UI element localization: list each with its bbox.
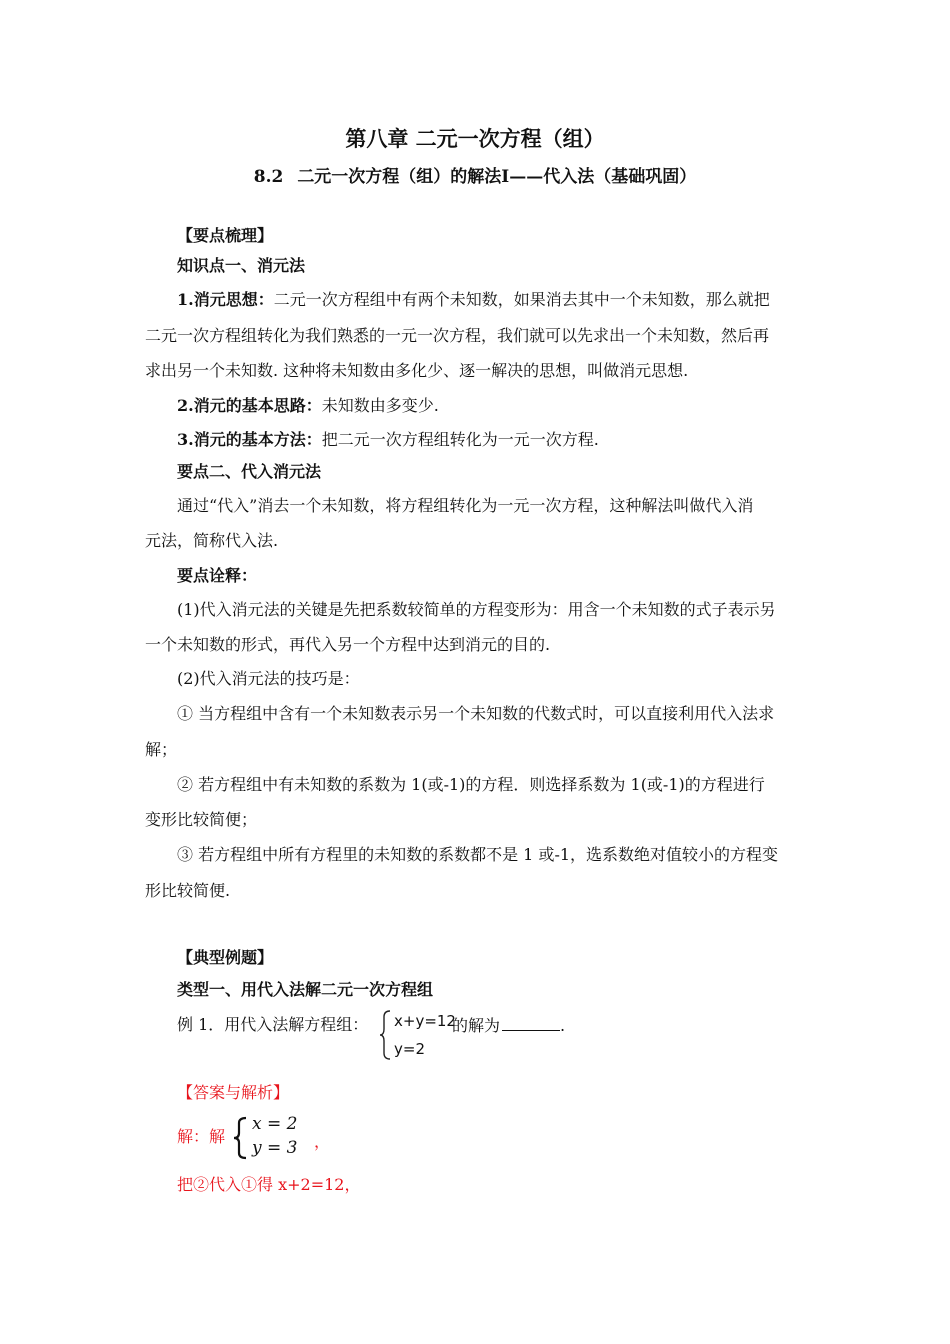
tip2-line2: 变形比较简便；	[145, 810, 258, 829]
item1-line3: 求出另一个未知数. 这种将未知数由多化少、逐一解决的思想，叫做消元思想.	[145, 361, 689, 380]
kp1-title: 知识点一、消元法	[177, 256, 306, 275]
example1-suffix-text: 的解为	[452, 1016, 501, 1035]
example1-end: .	[560, 1016, 566, 1035]
item3	[177, 430, 599, 450]
chapter-title: 第八章 二元一次方程（组）	[345, 126, 605, 151]
note-title: 要点诠释：	[177, 566, 258, 585]
item1-line2: 二元一次方程组转化为我们熟悉的一元一次方程，我们就可以先求出一个未知数，然后再	[145, 326, 770, 345]
answer-blank	[502, 1015, 560, 1031]
solution-eq1: x = 2	[252, 1114, 298, 1134]
item2-label: 2.消元的基本思路：	[177, 396, 322, 415]
item3-label: 3.消元的基本方法：	[177, 430, 322, 449]
section-title-text: 二元一次方程（组）的解法Ⅰ——代入法（基础巩固）	[297, 167, 697, 187]
note2: (2)代入消元法的技巧是：	[177, 669, 360, 688]
type1-title: 类型一、用代入法解二元一次方程组	[177, 980, 434, 999]
note1-line2: 一个未知数的形式，再代入另一个方程中达到消元的目的.	[145, 635, 551, 654]
tip3-line1: ③ 若方程组中所有方程里的未知数的系数都不是 1 或-1，选系数绝对值较小的方程变	[177, 845, 779, 864]
solution-brace-icon	[232, 1116, 250, 1160]
item2	[177, 396, 439, 416]
examples-heading: 【典型例题】	[177, 948, 274, 967]
answer-heading: 【答案与解析】	[177, 1083, 290, 1102]
example1-eq2: y=2	[394, 1040, 425, 1058]
item1-text: 二元一次方程组中有两个未知数，如果消去其中一个未知数，那么就把	[273, 290, 770, 309]
kp2-line2: 元法，简称代入法.	[145, 531, 279, 550]
tip3-line2: 形比较简便.	[145, 881, 231, 900]
kp2-title: 要点二、代入消元法	[177, 462, 322, 481]
item2-text: 未知数由多变少.	[321, 396, 439, 415]
tip1-line1: ① 当方程组中含有一个未知数表示另一个未知数的代数式时，可以直接利用代入法求	[177, 704, 775, 723]
item1-label: 1.消元思想：	[177, 290, 274, 309]
item3-text: 把二元一次方程组转化为一元一次方程.	[321, 430, 599, 449]
note1-line1: (1)代入消元法的关键是先把系数较简单的方程变形为：用含一个未知数的式子表示另	[177, 600, 776, 619]
example1-brace-icon	[378, 1009, 394, 1061]
kp2-line1: 通过“代入”消去一个未知数，将方程组转化为一元一次方程，这种解法叫做代入消	[177, 496, 754, 515]
example1-suffix	[452, 1015, 565, 1036]
tip2-line1: ② 若方程组中有未知数的系数为 1(或-1)的方程．则选择系数为 1(或-1)的方程进行	[177, 775, 765, 794]
tip1-line2: 解；	[145, 740, 178, 759]
solution-prefix: 解：解	[177, 1127, 226, 1146]
example1-prefix: 例 1．用代入法解方程组：	[177, 1015, 369, 1034]
section-number: 8.2	[253, 167, 284, 187]
section-title	[0, 162, 950, 187]
item1-line1	[177, 290, 770, 310]
key-points-heading: 【要点梳理】	[177, 226, 274, 245]
solution-eq2: y = 3	[252, 1138, 298, 1158]
solution-comma: ，	[314, 1132, 331, 1151]
example1-eq1: x+y=12	[394, 1012, 456, 1030]
solution-step1: 把②代入①得 x+2=12，	[177, 1175, 361, 1194]
